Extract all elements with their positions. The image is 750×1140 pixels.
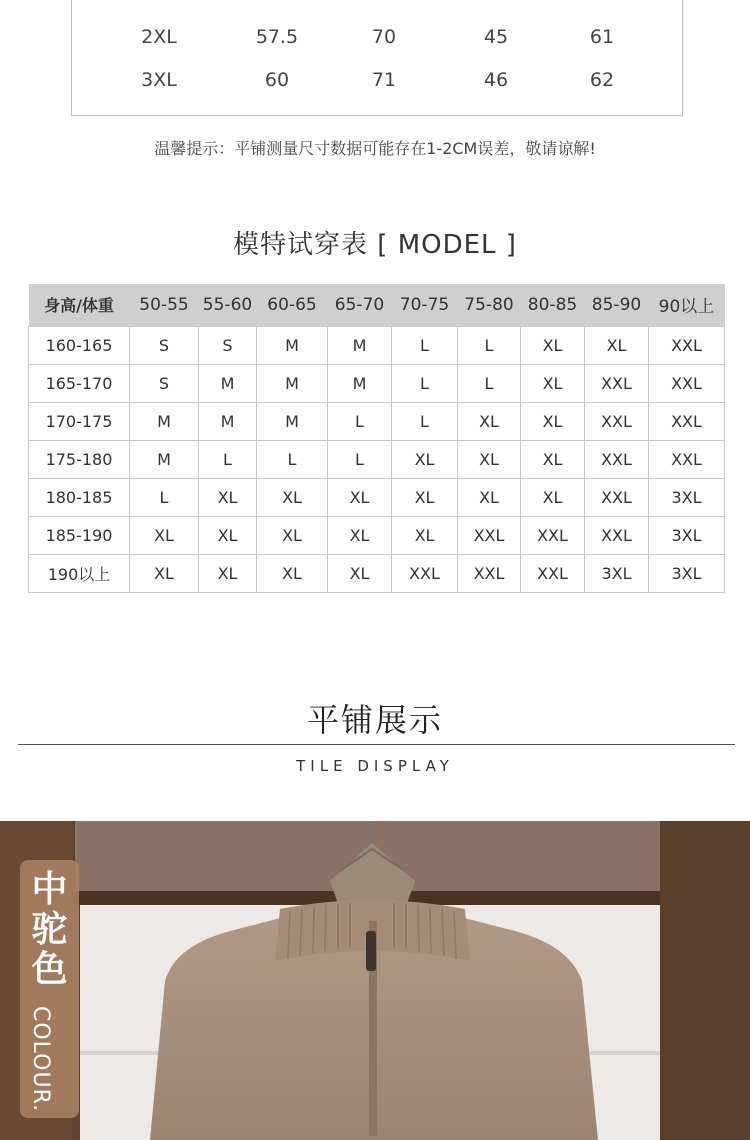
measurement-tip: 温馨提示：平铺测量尺寸数据可能存在1-2CM误差，敬请谅解!	[154, 139, 596, 158]
size-cell: 60	[264, 69, 290, 91]
size-cell: M	[328, 326, 392, 364]
model-table-header	[29, 284, 725, 326]
size-cell: XL	[458, 440, 521, 478]
size-cell: 3XL	[649, 554, 725, 592]
size-cell: XXL	[521, 516, 585, 554]
size-cell: XXL	[585, 516, 649, 554]
size-cell: XL	[328, 478, 392, 516]
table-row	[29, 364, 725, 402]
color-name-text: 中驼色	[31, 869, 68, 990]
size-cell: XL	[199, 478, 257, 516]
size-cell: 57.5	[255, 26, 299, 48]
size-cell: M	[257, 326, 328, 364]
size-cell: XL	[458, 478, 521, 516]
size-cell: XXL	[649, 364, 725, 402]
size-cell: XL	[199, 516, 257, 554]
tile-display-subtitle: TILE DISPLAY	[296, 757, 454, 775]
size-cell: 70	[371, 26, 397, 48]
sweater-illustration	[0, 821, 750, 1140]
header-cell: 75-80	[458, 284, 521, 326]
size-cell: L	[392, 364, 458, 402]
table-row	[29, 326, 725, 364]
color-name	[20, 870, 79, 990]
size-cell: L	[328, 440, 392, 478]
size-cell: M	[257, 364, 328, 402]
header-cell: 70-75	[392, 284, 458, 326]
model-fit-table	[28, 284, 725, 593]
size-cell: L	[458, 364, 521, 402]
size-row	[72, 26, 682, 56]
size-cell: XL	[257, 554, 328, 592]
size-cell: XL	[521, 326, 585, 364]
size-cell: XL	[199, 554, 257, 592]
size-cell: XXL	[392, 554, 458, 592]
size-cell: M	[199, 364, 257, 402]
size-cell: M	[328, 364, 392, 402]
size-cell: 2XL	[141, 26, 177, 48]
size-cell: XL	[130, 516, 199, 554]
size-cell: XXL	[521, 554, 585, 592]
header-cell: 60-65	[257, 284, 328, 326]
size-cell: 62	[589, 69, 615, 91]
size-cell: M	[130, 402, 199, 440]
header-cell: 85-90	[585, 284, 649, 326]
size-cell: XL	[521, 402, 585, 440]
divider	[18, 744, 735, 745]
size-cell: XL	[521, 440, 585, 478]
size-cell: M	[199, 402, 257, 440]
size-cell: XXL	[585, 402, 649, 440]
size-cell: XL	[130, 554, 199, 592]
size-cell: M	[130, 440, 199, 478]
model-table-title: 模特试穿表 [ MODEL ]	[233, 230, 517, 260]
size-cell: S	[130, 364, 199, 402]
size-cell: XL	[458, 402, 521, 440]
size-cell: S	[130, 326, 199, 364]
color-badge	[20, 860, 79, 1118]
size-cell: 3XL	[585, 554, 649, 592]
table-row	[29, 402, 725, 440]
size-cell: L	[392, 402, 458, 440]
size-cell: 71	[371, 69, 397, 91]
size-cell: XL	[392, 516, 458, 554]
table-row	[29, 554, 725, 592]
size-cell: XL	[392, 440, 458, 478]
header-cell: 90以上	[649, 284, 725, 326]
size-cell: XXL	[585, 440, 649, 478]
size-cell: XXL	[649, 440, 725, 478]
row-height-cell: 160-165	[29, 326, 130, 364]
header-cell-height-weight: 身高/体重	[29, 284, 130, 326]
colour-label: COLOUR.	[28, 1006, 53, 1113]
header-cell: 65-70	[328, 284, 392, 326]
size-cell: 61	[589, 26, 615, 48]
size-cell: L	[458, 326, 521, 364]
size-cell: L	[328, 402, 392, 440]
tile-display-title: 平铺展示	[306, 701, 443, 739]
row-height-cell: 170-175	[29, 402, 130, 440]
size-table	[71, 0, 683, 116]
size-cell: XXL	[649, 326, 725, 364]
size-cell: XL	[257, 478, 328, 516]
row-height-cell: 175-180	[29, 440, 130, 478]
table-row	[29, 516, 725, 554]
size-cell: XL	[328, 516, 392, 554]
size-cell: 46	[483, 69, 509, 91]
size-cell: XXL	[585, 364, 649, 402]
size-cell: 3XL	[649, 478, 725, 516]
size-cell: XL	[257, 516, 328, 554]
size-row	[72, 69, 682, 99]
size-cell: XL	[585, 326, 649, 364]
size-cell: 45	[483, 26, 509, 48]
size-cell: XL	[521, 364, 585, 402]
size-cell: XL	[328, 554, 392, 592]
row-height-cell: 165-170	[29, 364, 130, 402]
product-photo	[0, 821, 750, 1140]
size-cell: XL	[521, 478, 585, 516]
row-height-cell: 185-190	[29, 516, 130, 554]
size-cell: L	[257, 440, 328, 478]
header-cell: 80-85	[521, 284, 585, 326]
size-cell: XL	[392, 478, 458, 516]
row-height-cell: 190以上	[29, 554, 130, 592]
size-cell: 3XL	[141, 69, 177, 91]
size-cell: S	[199, 326, 257, 364]
size-cell: XXL	[458, 516, 521, 554]
size-cell: L	[130, 478, 199, 516]
header-cell: 50-55	[130, 284, 199, 326]
table-row	[29, 440, 725, 478]
size-cell: 3XL	[649, 516, 725, 554]
size-cell: XXL	[649, 402, 725, 440]
header-cell: 55-60	[199, 284, 257, 326]
size-cell: M	[257, 402, 328, 440]
size-cell: XXL	[585, 478, 649, 516]
size-cell: XXL	[458, 554, 521, 592]
table-row	[29, 478, 725, 516]
size-cell: L	[392, 326, 458, 364]
row-height-cell: 180-185	[29, 478, 130, 516]
size-cell: L	[199, 440, 257, 478]
